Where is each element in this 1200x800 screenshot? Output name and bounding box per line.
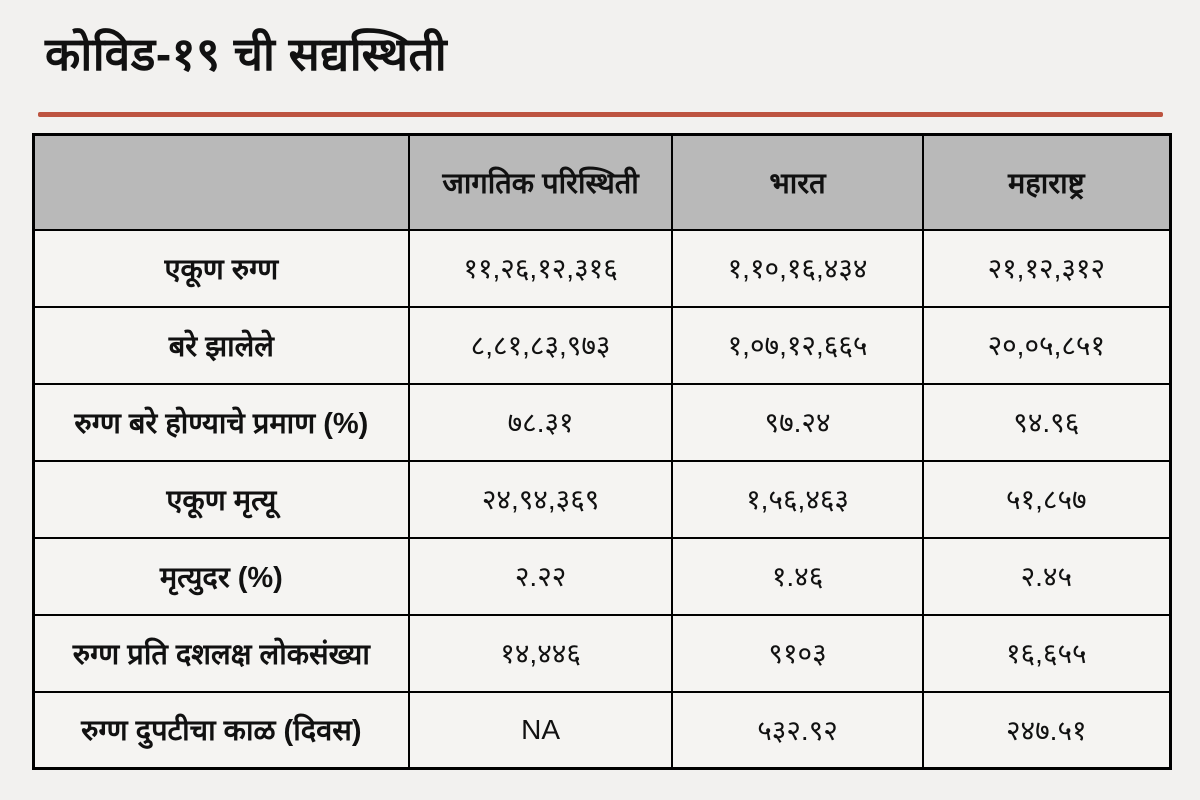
cell-india: १.४६ (672, 538, 922, 615)
row-label: रुग्ण दुपटीचा काळ (दिवस) (34, 692, 409, 769)
cell-global: NA (409, 692, 673, 769)
cell-global: ८,८१,८३,९७३ (409, 307, 673, 384)
row-label: एकूण रुग्ण (34, 230, 409, 307)
table-row-recovered (34, 307, 1171, 384)
cell-global: १४,४४६ (409, 615, 673, 692)
header-india: भारत (672, 135, 922, 230)
table-row-total-deaths (34, 461, 1171, 538)
cell-global: २.२२ (409, 538, 673, 615)
page-title: कोविड-१९ ची सद्यस्थिती (45, 28, 448, 80)
row-label: मृत्युदर (%) (34, 538, 409, 615)
table-row-recovery-rate (34, 384, 1171, 461)
table-row-patients-per-million (34, 615, 1171, 692)
cell-maharashtra: २.४५ (923, 538, 1171, 615)
cell-india: १,१०,१६,४३४ (672, 230, 922, 307)
cell-maharashtra: ९४.९६ (923, 384, 1171, 461)
row-label: एकूण मृत्यू (34, 461, 409, 538)
row-label: रुग्ण बरे होण्याचे प्रमाण (%) (34, 384, 409, 461)
table-row-doubling-time (34, 692, 1171, 769)
title-underline-rule (38, 112, 1163, 117)
cell-global: ७८.३१ (409, 384, 673, 461)
header-global: जागतिक परिस्थिती (409, 135, 673, 230)
header-empty-cell (34, 135, 409, 230)
table-row-total-patients (34, 230, 1171, 307)
cell-maharashtra: ५१,८५७ (923, 461, 1171, 538)
cell-india: ९७.२४ (672, 384, 922, 461)
table-header-row (34, 135, 1171, 230)
cell-global: ११,२६,१२,३१६ (409, 230, 673, 307)
cell-maharashtra: २०,०५,८५१ (923, 307, 1171, 384)
cell-maharashtra: २४७.५१ (923, 692, 1171, 769)
table-row-death-rate (34, 538, 1171, 615)
cell-maharashtra: १६,६५५ (923, 615, 1171, 692)
cell-global: २४,९४,३६९ (409, 461, 673, 538)
row-label: रुग्ण प्रति दशलक्ष लोकसंख्या (34, 615, 409, 692)
header-maharashtra: महाराष्ट्र (923, 135, 1171, 230)
cell-india: ९१०३ (672, 615, 922, 692)
row-label: बरे झालेले (34, 307, 409, 384)
cell-india: १,५६,४६३ (672, 461, 922, 538)
cell-india: ५३२.९२ (672, 692, 922, 769)
cell-india: १,०७,१२,६६५ (672, 307, 922, 384)
cell-maharashtra: २१,१२,३१२ (923, 230, 1171, 307)
covid-status-table (32, 133, 1172, 770)
